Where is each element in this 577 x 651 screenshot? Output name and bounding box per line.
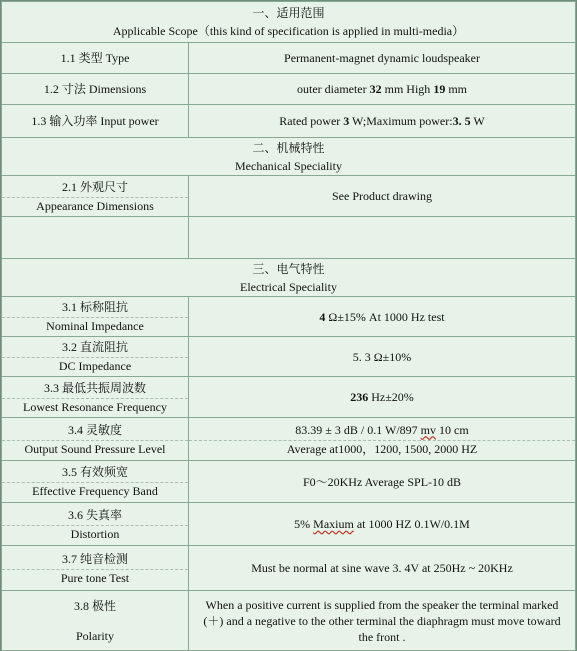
row-distortion-label [2, 503, 189, 546]
row-empty-label [2, 217, 189, 259]
row-dc-value: 5. 3 Ω±10% [189, 337, 576, 377]
row-appearance [2, 176, 576, 217]
resonance-num: 236 [350, 390, 369, 404]
row-empty-value [189, 217, 576, 259]
power-post: W [470, 114, 485, 128]
row-impedance-label [2, 297, 189, 337]
section-scope-en: Applicable Scope（this kind of specification is applied in multi-media） [112, 24, 465, 38]
power-max: 3. 5 [452, 114, 471, 128]
impedance-en: Nominal Impedance [46, 319, 144, 333]
section-mechanical-zh: 二、机械特性 [252, 140, 325, 155]
row-resonance-label [2, 377, 189, 418]
resonance-zh: 3.3 最低共振周波数 [43, 380, 146, 395]
band-zh: 3.5 有效频宽 [61, 465, 128, 479]
row-polarity-value: When a positive current is supplied from the speaker the terminal marked (＋) and a negative to the other terminal the diaphragm must move toward the front . [189, 591, 576, 651]
row-resonance-value [189, 377, 576, 418]
section-electrical-zh: 三、电气特性 [252, 261, 325, 276]
section-electrical [2, 259, 576, 297]
impedance-num: 4 [319, 309, 326, 324]
row-distortion-value: 5% Maxium at 1000 HZ 0.1W/0.1M [189, 503, 576, 546]
row-spl-value [189, 418, 576, 461]
row-resonance [2, 377, 576, 418]
row-power [2, 105, 576, 138]
row-puretone-label [2, 546, 189, 591]
row-distortion [2, 503, 576, 546]
spec-table [1, 1, 576, 651]
spl-zh: 3.4 灵敏度 [67, 422, 122, 437]
dimensions-post: mm [445, 82, 467, 96]
distortion-en: Distortion [70, 526, 120, 541]
section-mechanical [2, 138, 576, 176]
row-band-label [2, 461, 189, 503]
distortion-zh: 3.6 失真率 [67, 507, 122, 522]
polarity-zh: 3.8 极性 [73, 598, 116, 613]
resonance-en: Lowest Resonance Frequency [23, 399, 167, 414]
row-spl [2, 418, 576, 461]
row-power-value [189, 105, 576, 138]
spl-line1: 83.39 ± 3 dB / 0.1 W/897 mv 10 cm [295, 422, 469, 437]
section-electrical-en: Electrical Speciality [240, 279, 337, 294]
row-power-label: 1.3 输入功率 Input power [2, 105, 189, 138]
puretone-zh: 3.7 纯音检测 [61, 551, 128, 566]
row-impedance-value [189, 297, 576, 337]
spl-en: Output Sound Pressure Level [24, 441, 166, 456]
dc-en: DC Impedance [58, 359, 132, 373]
section-mechanical-en: Mechanical Speciality [235, 158, 342, 173]
row-polarity [2, 591, 576, 651]
row-dc-label [2, 337, 189, 377]
row-type-label: 1.1 类型 Type [2, 43, 189, 74]
row-spl-label [2, 418, 189, 461]
row-puretone [2, 546, 576, 591]
row-polarity-label [2, 591, 189, 651]
row-dimensions [2, 74, 576, 105]
dc-zh: 3.2 直流阻抗 [61, 340, 128, 354]
row-dimensions-label: 1.2 寸法 Dimensions [2, 74, 189, 105]
impedance-rest: Ω±15% At 1000 Hz test [325, 309, 445, 324]
band-en: Effective Frequency Band [32, 484, 158, 498]
polarity-en: Polarity [76, 628, 114, 643]
row-band-value: F0～20KHz Average SPL-10 dB [189, 461, 576, 503]
row-type-value: Permanent-magnet dynamic loudspeaker [189, 43, 576, 74]
spl-line2: Average at1000，1200, 1500, 2000 HZ [286, 441, 478, 456]
dimensions-height: 19 [433, 82, 446, 96]
power-mid: W;Maximum power: [349, 114, 453, 128]
row-appearance-value: See Product drawing [189, 176, 576, 217]
dimensions-diameter: 32 [369, 82, 382, 96]
puretone-en: Pure tone Test [60, 570, 130, 585]
section-scope [2, 2, 576, 43]
dimensions-mid: mm High [381, 82, 434, 96]
row-impedance [2, 297, 576, 337]
row-appearance-label [2, 176, 189, 217]
row-empty [2, 217, 576, 259]
power-pre: Rated power [279, 114, 344, 128]
resonance-rest: Hz±20% [368, 390, 414, 404]
row-puretone-value: Must be normal at sine wave 3. 4V at 250Hz ~ 20KHz [189, 546, 576, 591]
power-rated: 3 [343, 114, 350, 128]
row-dc [2, 337, 576, 377]
row-dimensions-value [189, 74, 576, 105]
appearance-en: Appearance Dimensions [36, 198, 154, 213]
dimensions-pre: outer diameter [297, 82, 370, 96]
appearance-zh: 2.1 外观尺寸 [61, 179, 128, 194]
impedance-zh: 3.1 标称阻抗 [61, 300, 128, 314]
row-type [2, 43, 576, 74]
row-band [2, 461, 576, 503]
section-scope-zh: 一、适用范围 [252, 6, 325, 20]
